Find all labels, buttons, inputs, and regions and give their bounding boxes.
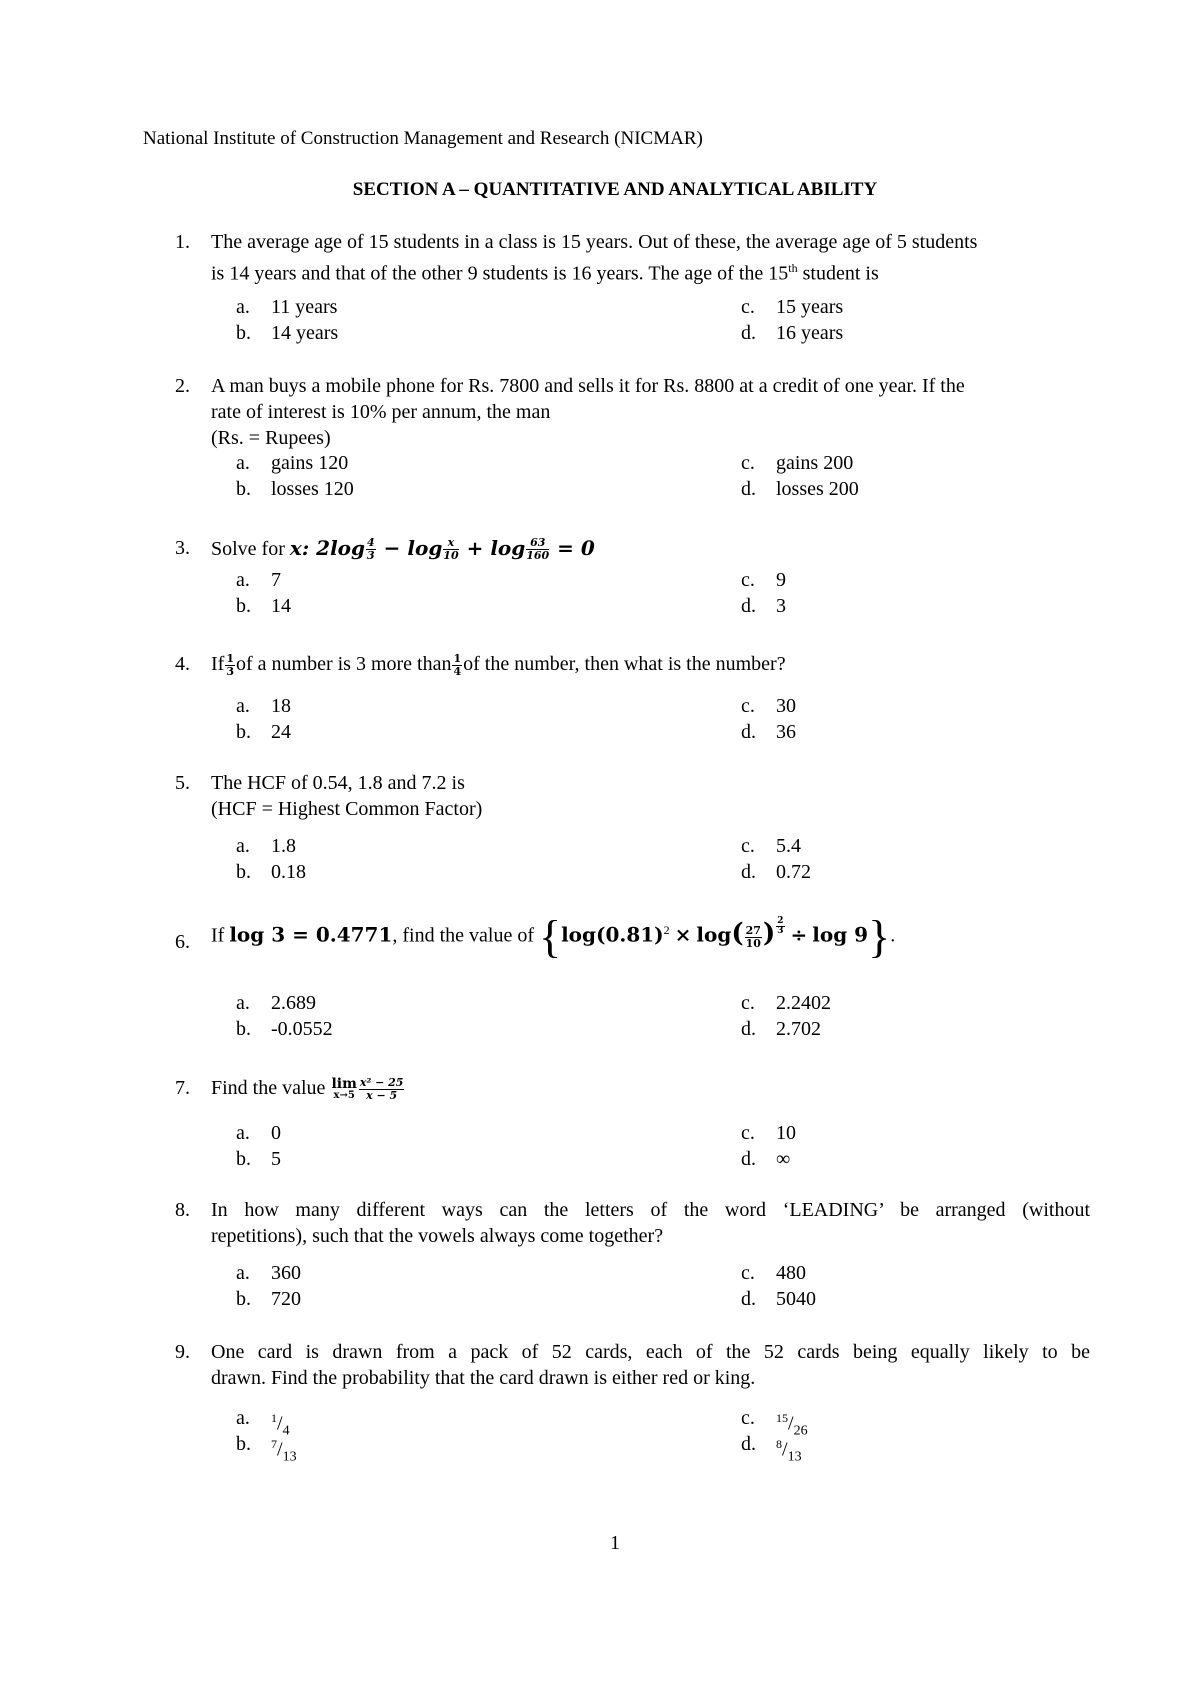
option-letter: d. bbox=[741, 1148, 756, 1170]
question-line: One card is drawn from a pack of 52 cards, each of the 52 cards being equally likely to be bbox=[211, 1341, 1090, 1363]
option-text: 11 years bbox=[271, 296, 338, 318]
math-term: log bbox=[696, 922, 732, 947]
option-letter: a. bbox=[236, 452, 250, 474]
question-text bbox=[211, 770, 1090, 822]
option-text: 0 bbox=[271, 1122, 281, 1144]
denominator: 13 bbox=[787, 1449, 802, 1465]
numerator: 7 bbox=[271, 1437, 277, 1451]
math-brace-left: { bbox=[538, 911, 562, 963]
question-line: In how many different ways can the letters of the word ‘LEADING’ be arranged (without bbox=[211, 1199, 1090, 1221]
question-text bbox=[211, 535, 1090, 562]
numerator: 1 bbox=[226, 651, 234, 665]
option-letter: a. bbox=[236, 1122, 250, 1144]
option-letter: c. bbox=[741, 1122, 755, 1144]
question-text bbox=[211, 373, 1090, 451]
math-term: log 9 bbox=[812, 922, 869, 947]
math-exponent bbox=[776, 917, 784, 936]
option-fraction: $^{15}/_{26}$ bbox=[776, 1411, 808, 1439]
question-number: 3. bbox=[175, 537, 190, 559]
option-text: 2.702 bbox=[776, 1018, 821, 1040]
question-line: The HCF of 0.54, 1.8 and 7.2 is bbox=[211, 772, 465, 794]
question-number: 9. bbox=[175, 1341, 190, 1363]
math-fraction bbox=[443, 537, 458, 562]
question-3 bbox=[175, 535, 1090, 562]
question-text bbox=[211, 1197, 1090, 1249]
option-letter: b. bbox=[236, 1433, 251, 1455]
math-fraction bbox=[225, 653, 235, 678]
option-text: 0.72 bbox=[776, 861, 811, 883]
option-letter: c. bbox=[741, 452, 755, 474]
text-run: If bbox=[211, 924, 225, 947]
question-line: repetitions), such that the vowels always come together? bbox=[211, 1225, 664, 1247]
question-line: A man buys a mobile phone for Rs. 7800 and sells it for Rs. 8800 at a credit of one year. If the bbox=[211, 375, 965, 397]
math-fraction bbox=[745, 925, 762, 950]
question-number: 8. bbox=[175, 1199, 190, 1221]
option-letter: b. bbox=[236, 1018, 251, 1040]
text-run: of a number is 3 more than bbox=[235, 653, 452, 675]
math-fraction bbox=[526, 537, 549, 562]
text-run: , find the value of bbox=[392, 924, 534, 947]
option-text: 14 years bbox=[271, 322, 339, 344]
option-letter: b. bbox=[236, 1148, 251, 1170]
option-text: 480 bbox=[776, 1262, 806, 1284]
question-line: (HCF = Highest Common Factor) bbox=[211, 798, 483, 820]
option-letter: b. bbox=[236, 861, 251, 883]
option-text: 36 bbox=[776, 721, 796, 743]
question-line: (Rs. = Rupees) bbox=[211, 427, 331, 449]
denominator: 3 bbox=[367, 549, 375, 562]
denominator: 26 bbox=[793, 1423, 808, 1439]
denominator: 10 bbox=[443, 549, 459, 562]
option-text: 14 bbox=[271, 595, 291, 617]
question-7 bbox=[175, 1075, 1090, 1102]
math-limit bbox=[331, 1077, 356, 1101]
option-fraction: $^1/_4$ bbox=[271, 1411, 290, 1439]
numerator: 8 bbox=[776, 1437, 782, 1451]
math-fraction bbox=[366, 537, 376, 562]
math-term: log bbox=[407, 536, 443, 560]
math-equals: = 0 bbox=[557, 536, 595, 560]
option-text: -0.0552 bbox=[271, 1018, 333, 1040]
option-text: losses 200 bbox=[776, 478, 859, 500]
denominator: 4 bbox=[453, 664, 462, 678]
denominator: 4 bbox=[282, 1423, 290, 1439]
text-run: If bbox=[211, 653, 225, 675]
option-letter: a. bbox=[236, 695, 250, 717]
option-text: 2.689 bbox=[271, 992, 316, 1014]
option-letter: c. bbox=[741, 1262, 755, 1284]
question-number: 4. bbox=[175, 653, 190, 675]
page-header: National Institute of Construction Management and Research (NICMAR) bbox=[143, 128, 703, 149]
numerator: 1 bbox=[271, 1411, 277, 1425]
option-letter: a. bbox=[236, 569, 250, 591]
question-text bbox=[211, 1339, 1090, 1391]
text-run: Solve for bbox=[211, 538, 285, 560]
option-text: 1.8 bbox=[271, 835, 296, 857]
math-brace-right: } bbox=[868, 911, 891, 963]
option-fraction: $^8/_{13}$ bbox=[776, 1437, 802, 1465]
option-text: gains 200 bbox=[776, 452, 854, 474]
section-title: SECTION A – QUANTITATIVE AND ANALYTICAL ABILITY bbox=[352, 179, 878, 200]
option-letter: b. bbox=[236, 478, 251, 500]
question-text bbox=[211, 1075, 1090, 1102]
question-number: 1. bbox=[175, 231, 190, 253]
option-text: 720 bbox=[271, 1288, 301, 1310]
text-run: is 14 years and that of the other 9 students is 16 years. The age of the 15 bbox=[211, 262, 789, 285]
option-text: 16 years bbox=[776, 322, 844, 344]
math-expression bbox=[290, 536, 595, 560]
option-text: 24 bbox=[271, 721, 291, 743]
option-text: 360 bbox=[271, 1262, 301, 1284]
option-letter: d. bbox=[741, 595, 756, 617]
math-term: log(0.81) bbox=[561, 922, 664, 947]
denominator: 160 bbox=[526, 549, 550, 562]
denominator: 3 bbox=[226, 664, 234, 678]
option-text: 7 bbox=[271, 569, 281, 591]
question-text bbox=[211, 229, 1090, 287]
denominator: 10 bbox=[745, 936, 761, 950]
option-letter: d. bbox=[741, 1288, 756, 1310]
numerator: 2 bbox=[777, 916, 784, 926]
math-fraction bbox=[359, 1077, 405, 1102]
option-text: 5.4 bbox=[776, 835, 801, 857]
text-run: of the number, then what is the number? bbox=[463, 653, 786, 675]
option-text: gains 120 bbox=[271, 452, 349, 474]
option-letter: c. bbox=[741, 992, 755, 1014]
option-fraction: $^7/_{13}$ bbox=[271, 1437, 297, 1465]
math-var: x: bbox=[289, 536, 310, 560]
numerator: x bbox=[443, 537, 458, 550]
math-paren-right: ) bbox=[762, 918, 776, 949]
numerator: 4 bbox=[367, 536, 375, 549]
option-letter: d. bbox=[741, 1433, 756, 1455]
option-text: 2.2402 bbox=[776, 992, 831, 1014]
question-number: 7. bbox=[175, 1077, 190, 1099]
question-line bbox=[211, 255, 1090, 287]
math-term: 2log bbox=[316, 536, 366, 560]
question-5 bbox=[175, 770, 1090, 822]
math-operator: × bbox=[674, 922, 692, 947]
option-letter: c. bbox=[741, 1407, 755, 1429]
option-letter: b. bbox=[236, 1288, 251, 1310]
option-text: 15 years bbox=[776, 296, 844, 318]
text-run: Find the value bbox=[211, 1077, 326, 1099]
option-letter: a. bbox=[236, 296, 250, 318]
option-letter: a. bbox=[236, 1407, 250, 1429]
text-run: . bbox=[890, 924, 896, 947]
option-letter: a. bbox=[236, 835, 250, 857]
option-text: losses 120 bbox=[271, 478, 354, 500]
question-text bbox=[211, 651, 1090, 678]
option-text: 30 bbox=[776, 695, 796, 717]
question-number: 2. bbox=[175, 375, 190, 397]
question-1 bbox=[175, 229, 1090, 287]
question-4 bbox=[175, 651, 1090, 678]
option-letter: d. bbox=[741, 478, 756, 500]
option-letter: b. bbox=[236, 721, 251, 743]
question-2 bbox=[175, 373, 1090, 451]
superscript: 2 bbox=[663, 923, 670, 937]
math-operator: − bbox=[383, 536, 401, 560]
option-letter: a. bbox=[236, 1262, 250, 1284]
question-6 bbox=[175, 911, 1090, 963]
math-fraction bbox=[452, 653, 462, 678]
question-text bbox=[211, 911, 1090, 963]
math-given: log 3 = 0.4771 bbox=[229, 922, 393, 947]
option-text: 18 bbox=[271, 695, 291, 717]
numerator: 1 bbox=[453, 651, 462, 665]
option-text: 0.18 bbox=[271, 861, 306, 883]
option-text: ∞ bbox=[776, 1148, 791, 1170]
text-run: student is bbox=[797, 262, 879, 285]
option-letter: c. bbox=[741, 835, 755, 857]
option-letter: d. bbox=[741, 322, 756, 344]
option-text: 10 bbox=[776, 1122, 796, 1144]
numerator: 15 bbox=[776, 1411, 788, 1425]
denominator: 13 bbox=[282, 1449, 297, 1465]
question-8 bbox=[175, 1197, 1090, 1249]
option-letter: d. bbox=[741, 861, 756, 883]
question-line: rate of interest is 10% per annum, the man bbox=[211, 401, 551, 423]
option-letter: b. bbox=[236, 595, 251, 617]
math-operator: + bbox=[466, 536, 484, 560]
math-paren-left: ( bbox=[731, 918, 744, 949]
option-text: 5 bbox=[271, 1148, 281, 1170]
limit-operator: lim bbox=[331, 1076, 357, 1093]
limit-subscript: x→5 bbox=[333, 1090, 355, 1102]
option-text: 5040 bbox=[776, 1288, 816, 1310]
question-number: 6. bbox=[175, 931, 190, 953]
question-9 bbox=[175, 1339, 1090, 1391]
option-letter: d. bbox=[741, 1018, 756, 1040]
option-text: 9 bbox=[776, 569, 786, 591]
numerator: 63 bbox=[526, 537, 549, 550]
option-letter: c. bbox=[741, 296, 755, 318]
option-letter: c. bbox=[741, 569, 755, 591]
question-line: drawn. Find the probability that the card drawn is either red or king. bbox=[211, 1367, 756, 1389]
question-line: The average age of 15 students in a class is 15 years. Out of these, the average age of 5 students bbox=[211, 231, 978, 253]
option-text: 3 bbox=[776, 595, 786, 617]
page-number: 1 bbox=[610, 1532, 620, 1554]
superscript: th bbox=[788, 261, 798, 275]
option-letter: a. bbox=[236, 992, 250, 1014]
numerator: 27 bbox=[745, 923, 761, 937]
question-number: 5. bbox=[175, 772, 190, 794]
math-operator: ÷ bbox=[790, 922, 808, 947]
math-term: log bbox=[490, 536, 526, 560]
option-letter: d. bbox=[741, 721, 756, 743]
option-letter: b. bbox=[236, 322, 251, 344]
numerator: x² − 25 bbox=[359, 1075, 404, 1089]
denominator: 3 bbox=[777, 926, 784, 936]
option-letter: c. bbox=[741, 695, 755, 717]
denominator: x − 5 bbox=[366, 1088, 398, 1102]
